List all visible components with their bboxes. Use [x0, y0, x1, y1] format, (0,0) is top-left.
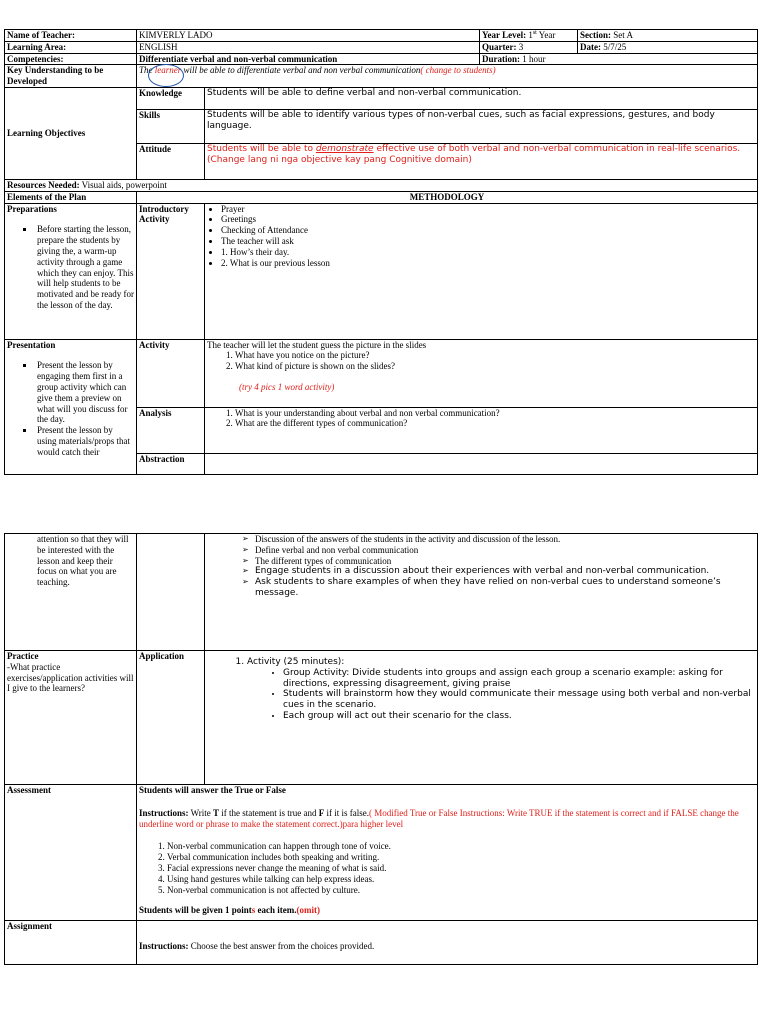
list-item: ➢ Define verbal and non verbal communication: [255, 545, 755, 556]
activity-content: [205, 339, 758, 407]
introductory-label: Introductory Activity: [137, 203, 205, 339]
attitude-text: Students will be able to demonstrate effective use of both verbal and non-verbal communication in real-life scenarios. (Change lang ni nga objective kay pang Cognitive domain): [205, 143, 758, 179]
analysis-label: Analysis: [137, 407, 205, 453]
header-row-teacher: [5, 30, 758, 42]
teacher-name: KIMVERLY LADO: [137, 30, 480, 42]
list-item: • Greetings: [221, 214, 755, 225]
introductory-content: [205, 203, 758, 339]
application-label: Application: [137, 651, 205, 785]
list-item: ➢ Ask students to share examples of when they have relied on non-verbal cues to understand someone’s message.: [255, 577, 755, 599]
knowledge-label: Knowledge: [137, 87, 205, 109]
abstraction-continued-row: [5, 534, 758, 651]
assessment-row: [5, 785, 758, 921]
knowledge-row: [5, 87, 758, 109]
presentation-label: Presentation: [7, 339, 56, 350]
resources-row: [5, 179, 758, 191]
activity-intro: The teacher will let the student guess the picture in the slides: [207, 339, 427, 350]
teacher-label: Name of Teacher:: [5, 30, 137, 42]
introductory-list: [207, 204, 755, 269]
practice-row: [5, 651, 758, 785]
list-item: 1. Activity (25 minutes): • Group Activity: Divide students into groups and assign each group a scenario example: asking for directions, expressing disagreement, giving praise • Students will brainstorm how they would communicate their message using both verbal and non-verbal cues in the scenario. • Each group will act out their scenario for the class.: [247, 657, 755, 722]
skills-text: Students will be able to identify various types of non-verbal cues, such as facial expressions, gestures, and body language.: [205, 109, 758, 143]
methodology-label: METHODOLOGY: [137, 191, 758, 203]
list-item: • Prayer: [221, 204, 755, 215]
application-list: [207, 657, 755, 722]
activity-row: [5, 339, 758, 407]
list-item: 1. What is your understanding about verbal and non verbal communication?: [235, 408, 755, 419]
list-item: 2. Verbal communication includes both speaking and writing.: [167, 852, 755, 863]
quarter-cell: Quarter: 3: [480, 41, 578, 53]
section-cell: Section: Set A: [578, 30, 758, 42]
analysis-list: [207, 408, 755, 430]
header-row-competencies: [5, 53, 758, 65]
header-row-area: [5, 41, 758, 53]
assignment-label: Assignment: [5, 921, 137, 965]
date-cell: Date: 5/7/25: [578, 41, 758, 53]
abstraction-label: Abstraction: [137, 453, 205, 474]
list-item: 1. Non-verbal communication can happen through tone of voice.: [167, 841, 755, 852]
list-item: ➢ Engage students in a discussion about their experiences with verbal and non-verbal communication.: [255, 566, 755, 577]
skills-label: Skills: [137, 109, 205, 143]
presentation-continued: attention so that they will be interested with the lesson and keep their focus on what you are teaching.: [5, 534, 137, 651]
list-item: ▪ Present the lesson by engaging them first in a group activity which can give them a preview on what will you discuss for the day.: [35, 360, 134, 425]
assignment-row: [5, 921, 758, 965]
abstraction-content: [205, 534, 758, 651]
learning-area-label: Learning Area:: [5, 41, 137, 53]
points-note: Students will be given 1 points each item.(omit): [139, 905, 321, 916]
learning-area-value: ENGLISH: [137, 41, 480, 53]
preparations-label: Preparations: [7, 203, 57, 214]
list-item: • The teacher will ask: [221, 236, 755, 247]
assessment-title: Students will answer the True or False: [139, 785, 286, 795]
learning-objectives-label: Learning Objectives: [5, 87, 137, 179]
resources-cell: Resources Needed: Visual aids, powerpoint: [5, 179, 758, 191]
list-item: ▪ Present the lesson by using materials/props that would catch their: [35, 425, 134, 457]
annotation-circle: [148, 64, 184, 87]
abstraction-continued-label: [137, 534, 205, 651]
introductory-row: [5, 203, 758, 339]
attitude-label: Attitude: [137, 143, 205, 179]
competencies-label: Competencies:: [5, 53, 137, 65]
elements-label: Elements of the Plan: [5, 191, 137, 203]
lesson-plan-table-page-2: [4, 533, 758, 965]
key-understanding-label: Key Understanding to be Developed: [5, 65, 137, 88]
list-item: ➢ The different types of communication: [255, 556, 755, 567]
analysis-content: [205, 407, 758, 453]
key-understanding-row: [5, 65, 758, 88]
list-item: • Group Activity: Divide students into groups and assign each group a scenario example: asking for directions, expressing disagreement, giving praise: [283, 668, 755, 690]
knowledge-text: Students will be able to define verbal and non-verbal communication.: [205, 87, 758, 109]
lesson-plan-table-page-1: [4, 29, 758, 475]
list-item: • Each group will act out their scenario for the class.: [283, 711, 755, 722]
elements-row: [5, 191, 758, 203]
assessment-content: [137, 785, 758, 921]
list-item: 1. What have you notice on the picture?: [235, 350, 755, 361]
activity-label: Activity: [137, 339, 205, 407]
list-item: • Students will brainstorm how they would communicate their message using both verbal and non-verbal cues in the scenario.: [283, 689, 755, 711]
list-item: 3. Facial expressions never change the meaning of what is said.: [167, 863, 755, 874]
list-item: • 1. How’s their day.: [221, 247, 755, 258]
preparations-cell: [5, 203, 137, 339]
abstraction-empty: [205, 453, 758, 474]
list-item: ▪ Before starting the lesson, prepare the students by giving the, a warm-up activity through a game which they can enjoy. This will help students to be motivated and be ready for the lesson of the day.: [35, 224, 134, 310]
assignment-content: Instructions: Choose the best answer from the choices provided.: [137, 921, 758, 965]
abstraction-list: [207, 534, 755, 599]
list-item: 2. What are the different types of communication?: [235, 418, 755, 429]
list-item: ➢ Discussion of the answers of the students in the activity and discussion of the lesson.: [255, 534, 755, 545]
assessment-list: [139, 841, 755, 895]
page-2: [4, 533, 757, 965]
competencies-value: Differentiate verbal and non-verbal communication: [137, 53, 480, 65]
list-item: • 2. What is our previous lesson: [221, 258, 755, 269]
practice-cell: [5, 651, 137, 785]
practice-label: Practice: [7, 651, 39, 661]
list-item: 5. Non-verbal communication is not affected by culture.: [167, 885, 755, 896]
practice-text: -What practice exercises/application activities will I give to the learners?: [7, 661, 134, 694]
assessment-label: Assessment: [5, 785, 137, 921]
year-level-cell: Year Level: 1st Year: [480, 30, 578, 42]
list-item: 4. Using hand gestures while talking can help express ideas.: [167, 874, 755, 885]
activity-note: (try 4 pics 1 word activity): [239, 381, 335, 392]
page-1: [4, 29, 757, 475]
presentation-cell: [5, 339, 137, 474]
application-content: [205, 651, 758, 785]
key-understanding-text: The learner will be able to differentiate verbal and non verbal communication( change to students): [137, 65, 758, 88]
duration-cell: Duration: 1 hour: [480, 53, 758, 65]
activity-list: [207, 350, 755, 372]
assessment-instructions: Instructions: Write T if the statement is true and F if it is false.( Modified True or False Instructions: Write TRUE if the statement is correct and if FALSE change the underline word or phrase to make the statement correct.)para higher level: [139, 807, 739, 829]
list-item: • Checking of Attendance: [221, 225, 755, 236]
list-item: 2. What kind of picture is shown on the slides?: [235, 361, 755, 372]
